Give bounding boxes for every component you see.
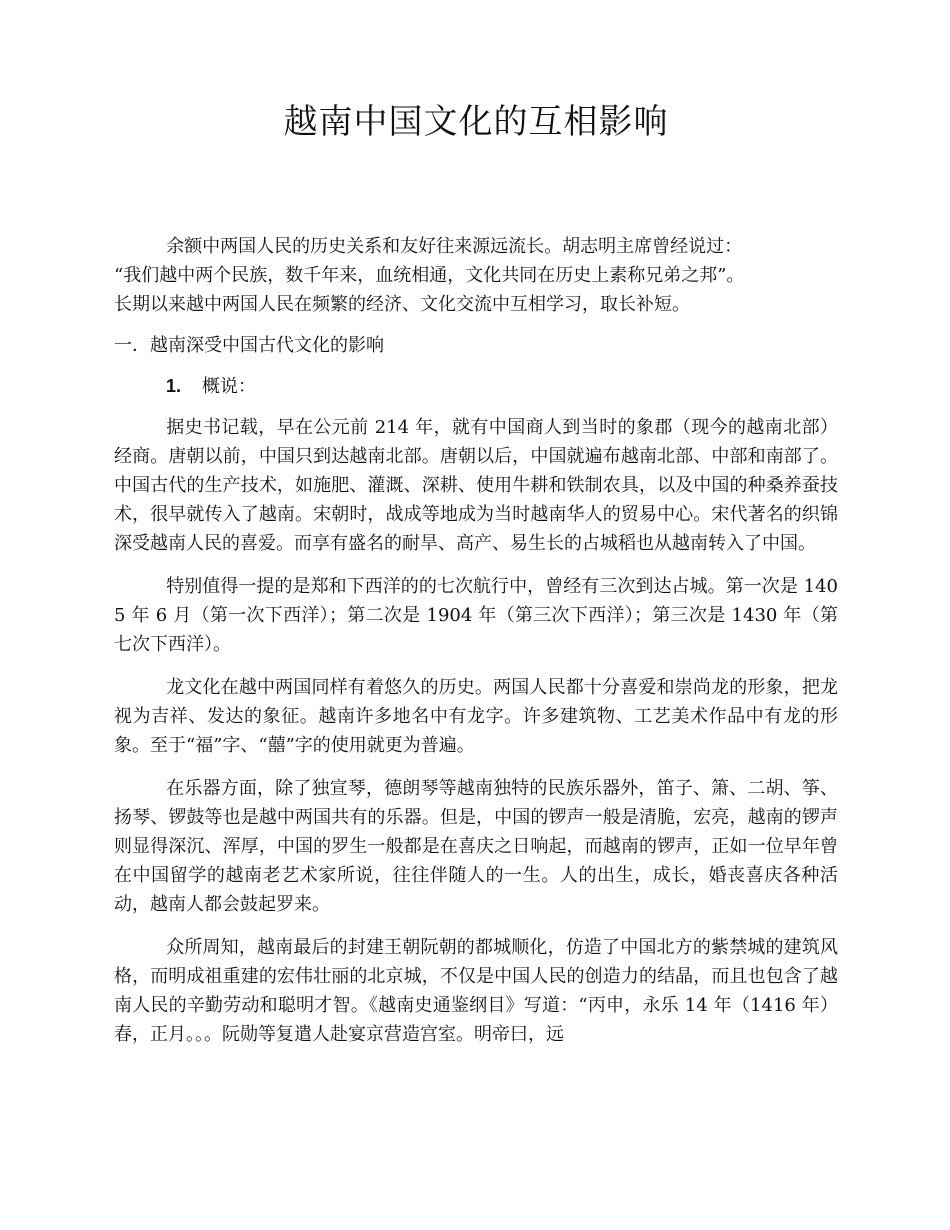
section-heading: 一．越南深受中国古代文化的影响: [114, 335, 384, 356]
body-paragraph-trade: 据史书记载，早在公元前 214 年，就有中国商人到当时的象郡（现今的越南北部）经商。唐朝以前，中国只到达越南北部。唐朝以后，中国就遍布越南北部、中部和南部了。中国古代的生产技术，如施肥、灌溉、深耕、使用牛耕和铁制农具，以及中国的种桑养蚕技术，很早就传入了越南。宋朝时，战成等地成为当时越南华人的贸易中心。宋代著名的织锦深受越南人民的喜爱。而享有盛名的耐旱、高产、易生长的占城稻也从越南转入了中国。: [114, 417, 838, 554]
body-paragraph-dragon: 龙文化在越中两国同样有着悠久的历史。两国人民都十分喜爱和崇尚龙的形象，把龙视为吉祥、发达的象征。越南许多地名中有龙字。许多建筑物、工艺美术作品中有龙的形象。至于“福”字、“囍”字的使用就更为普遍。: [114, 677, 838, 756]
subsection-number: 1.: [166, 376, 182, 396]
body-paragraph-music: 在乐器方面，除了独宣琴，德朗琴等越南独特的民族乐器外，笛子、箫、二胡、筝、扬琴、锣鼓等也是越中两国共有的乐器。但是，中国的锣声一般是清脆，宏亮，越南的锣声则显得深沉、浑厚，中国的罗生一般都是在喜庆之日响起，而越南的锣声，正如一位早年曾在中国留学的越南老艺术家所说，往往伴随人的一生。人的出生，成长，婚丧喜庆各种活动，越南人都会鼓起罗来。: [114, 778, 838, 915]
subsection-label: 概说：: [202, 376, 256, 397]
document-title: 越南中国文化的互相影响: [283, 102, 669, 142]
body-paragraph-zhenghe: 特别值得一提的是郑和下西洋的的七次航行中，曾经有三次到达占城。第一次是 1405 年 6 月（第一次下西洋）；第二次是 1904 年（第三次下西洋）；第三次是 1430 年（第七次下西洋）。: [114, 576, 838, 655]
subsection-heading: [166, 372, 838, 401]
body-paragraph-architecture: 众所周知，越南最后的封建王朝阮朝的都城顺化，仿造了中国北方的紫禁城的建筑风格，而明成祖重建的宏伟壮丽的北京城，不仅是中国人民的创造力的结晶，而且也包含了越南人民的辛勤劳动和聪明才智。《越南史通鉴纲目》写道：“丙申，永乐 14 年（1416 年）春，正月。。。阮勋等复遣人赴宴京营造宫室。明帝曰，远: [114, 937, 838, 1045]
intro-paragraph: 余额中两国人民的历史关系和友好往来源远流长。胡志明主席曾经说过： “我们越中两个民族，数千年来，血统相通，文化共同在历史上素称兄弟之邦”。 长期以来越中两国人民在频繁的经济、文化交流中互相学习，取长补短。: [114, 236, 745, 315]
